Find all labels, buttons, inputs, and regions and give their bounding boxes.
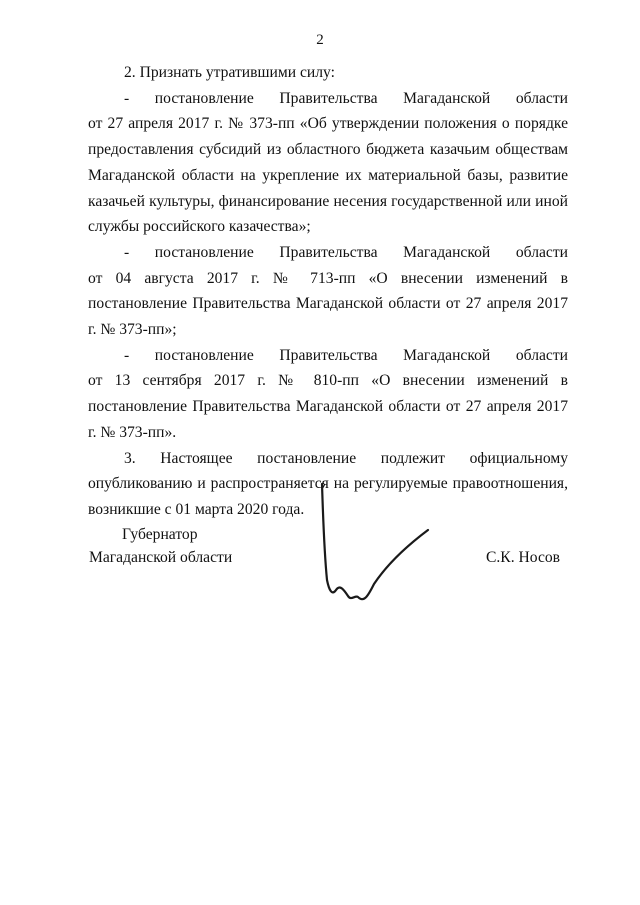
paragraph-publication-text: опубликованию и распространяется на регулируемые правоотношения, возникшие с 01 марта 2020 года. bbox=[88, 475, 568, 518]
paragraph-item-2-text: от 04 августа 2017 г. № 713-пп «О внесении изменений в постановление Правительства Магаданской области от 27 апреля 2017 г. № 373-пп»; bbox=[88, 269, 568, 339]
paragraph-item-3-text: от 13 сентября 2017 г. № 810-пп «О внесении изменений в постановление Правительства Магаданской области от 27 апреля 2017 г. № 373-пп». bbox=[88, 372, 568, 441]
paragraph-item-1-first-line: - постановление Правительства Магаданской области bbox=[124, 89, 568, 107]
signatory-title-line-2: Магаданской области bbox=[89, 549, 233, 566]
signatory-name: С.К. Носов bbox=[486, 549, 561, 566]
page-number: 2 bbox=[316, 32, 324, 48]
paragraph-item-3-first-line: - постановление Правительства Магаданской области bbox=[124, 346, 568, 364]
paragraph-publication-first-line: 3. Настоящее постановление подлежит официальному bbox=[124, 449, 568, 467]
paragraph-item-1-text: от 27 апреля 2017 г. № 373-пп «Об утверждении положения о порядке предоставления субсидий из областного бюджета казачьим обществам Магаданской области на укрепление их материальной базы, развитие казачьей культуры, финансирование несения государственной или иной службы российского казачества»; bbox=[88, 115, 568, 236]
signatory-title-line-1: Губернатор bbox=[122, 526, 198, 543]
paragraph-repeal-heading: 2. Признать утратившими силу: bbox=[124, 64, 335, 81]
paragraph-item-2-first-line: - постановление Правительства Магаданской области bbox=[124, 243, 568, 261]
signature-stroke bbox=[322, 484, 428, 599]
document-body bbox=[88, 60, 568, 523]
handwritten-signature bbox=[300, 480, 450, 620]
